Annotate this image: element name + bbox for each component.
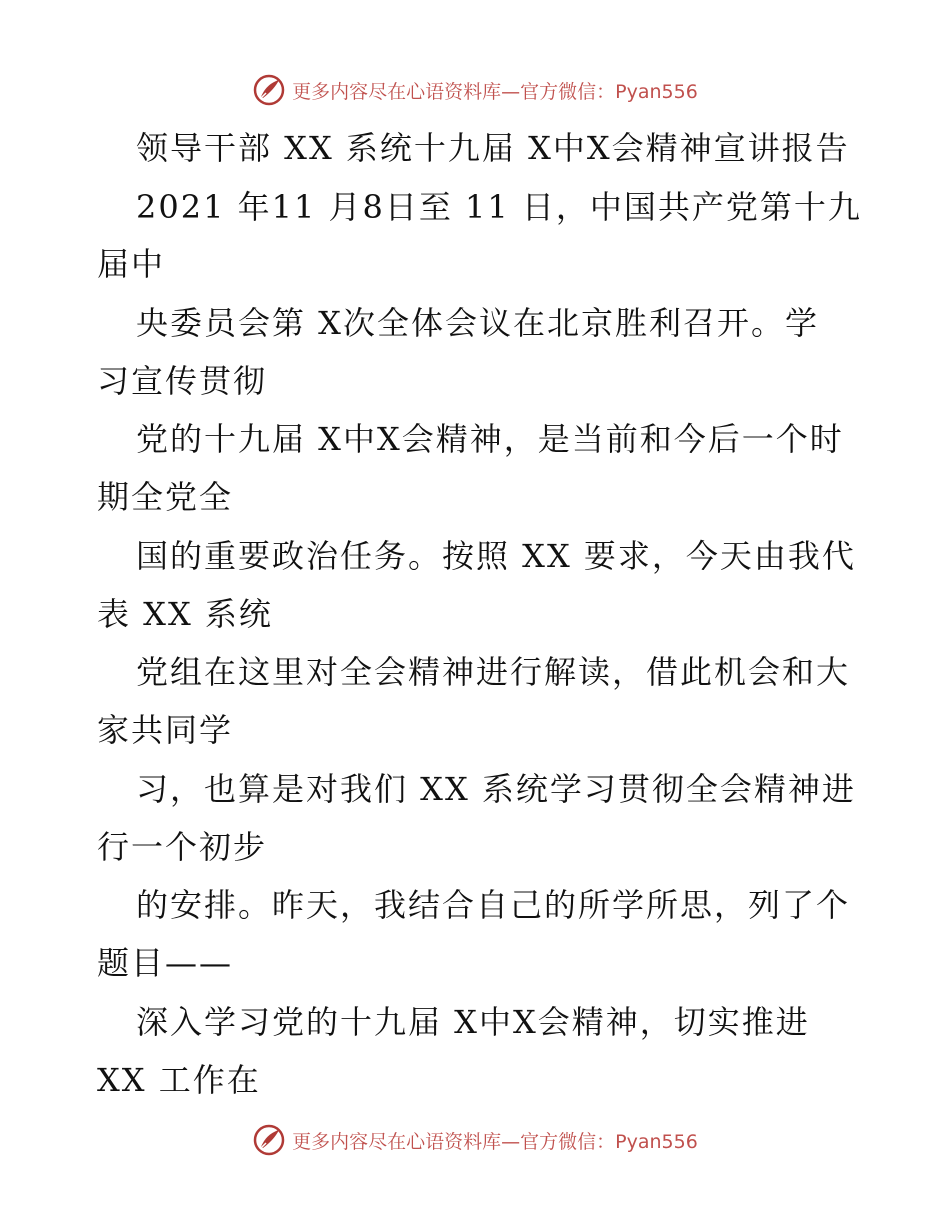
quill-logo-icon — [252, 1123, 286, 1157]
paragraph-line: 习宣传贯彻 — [97, 362, 268, 400]
paragraph-line: 家共同学 — [97, 711, 234, 749]
banner-text: 更多内容尽在心语资料库—官方微信：Pyan556 — [292, 80, 698, 103]
header-banner — [0, 70, 950, 110]
paragraph-line: XX 工作在 — [97, 1061, 261, 1099]
paragraph-line: 题目—— — [97, 944, 234, 982]
paragraph-line: 习，也算是对我们 XX 系统学习贯彻全会精神进 — [136, 770, 856, 808]
paragraph-line: 党组在这里对全会精神进行解读，借此机会和大 — [136, 653, 851, 691]
document-title: 领导干部 XX 系统十九届 X中X会精神宣讲报告 — [136, 129, 850, 167]
paragraph-line: 党的十九届 X中X会精神，是当前和今后一个时 — [136, 420, 844, 458]
paragraph-line: 深入学习党的十九届 X中X会精神，切实推进 — [136, 1003, 810, 1041]
footer-banner — [0, 1120, 950, 1160]
paragraph-line: 国的重要政治任务。按照 XX 要求，今天由我代 — [136, 537, 856, 575]
paragraph-line: 行一个初步 — [97, 828, 268, 866]
quill-logo-icon — [252, 73, 286, 107]
paragraph-line: 2021 年11 月8日至 11 日，中国共产党第十九 — [136, 188, 862, 226]
paragraph-line: 央委员会第 X次全体会议在北京胜利召开。学 — [136, 304, 819, 342]
paragraph-line: 期全党全 — [97, 478, 234, 516]
banner-text: 更多内容尽在心语资料库—官方微信：Pyan556 — [292, 1130, 698, 1153]
paragraph-line: 的安排。昨天，我结合自己的所学所思，列了个 — [136, 886, 851, 924]
paragraph-line: 表 XX 系统 — [97, 595, 273, 633]
paragraph-line: 届中 — [97, 245, 166, 283]
